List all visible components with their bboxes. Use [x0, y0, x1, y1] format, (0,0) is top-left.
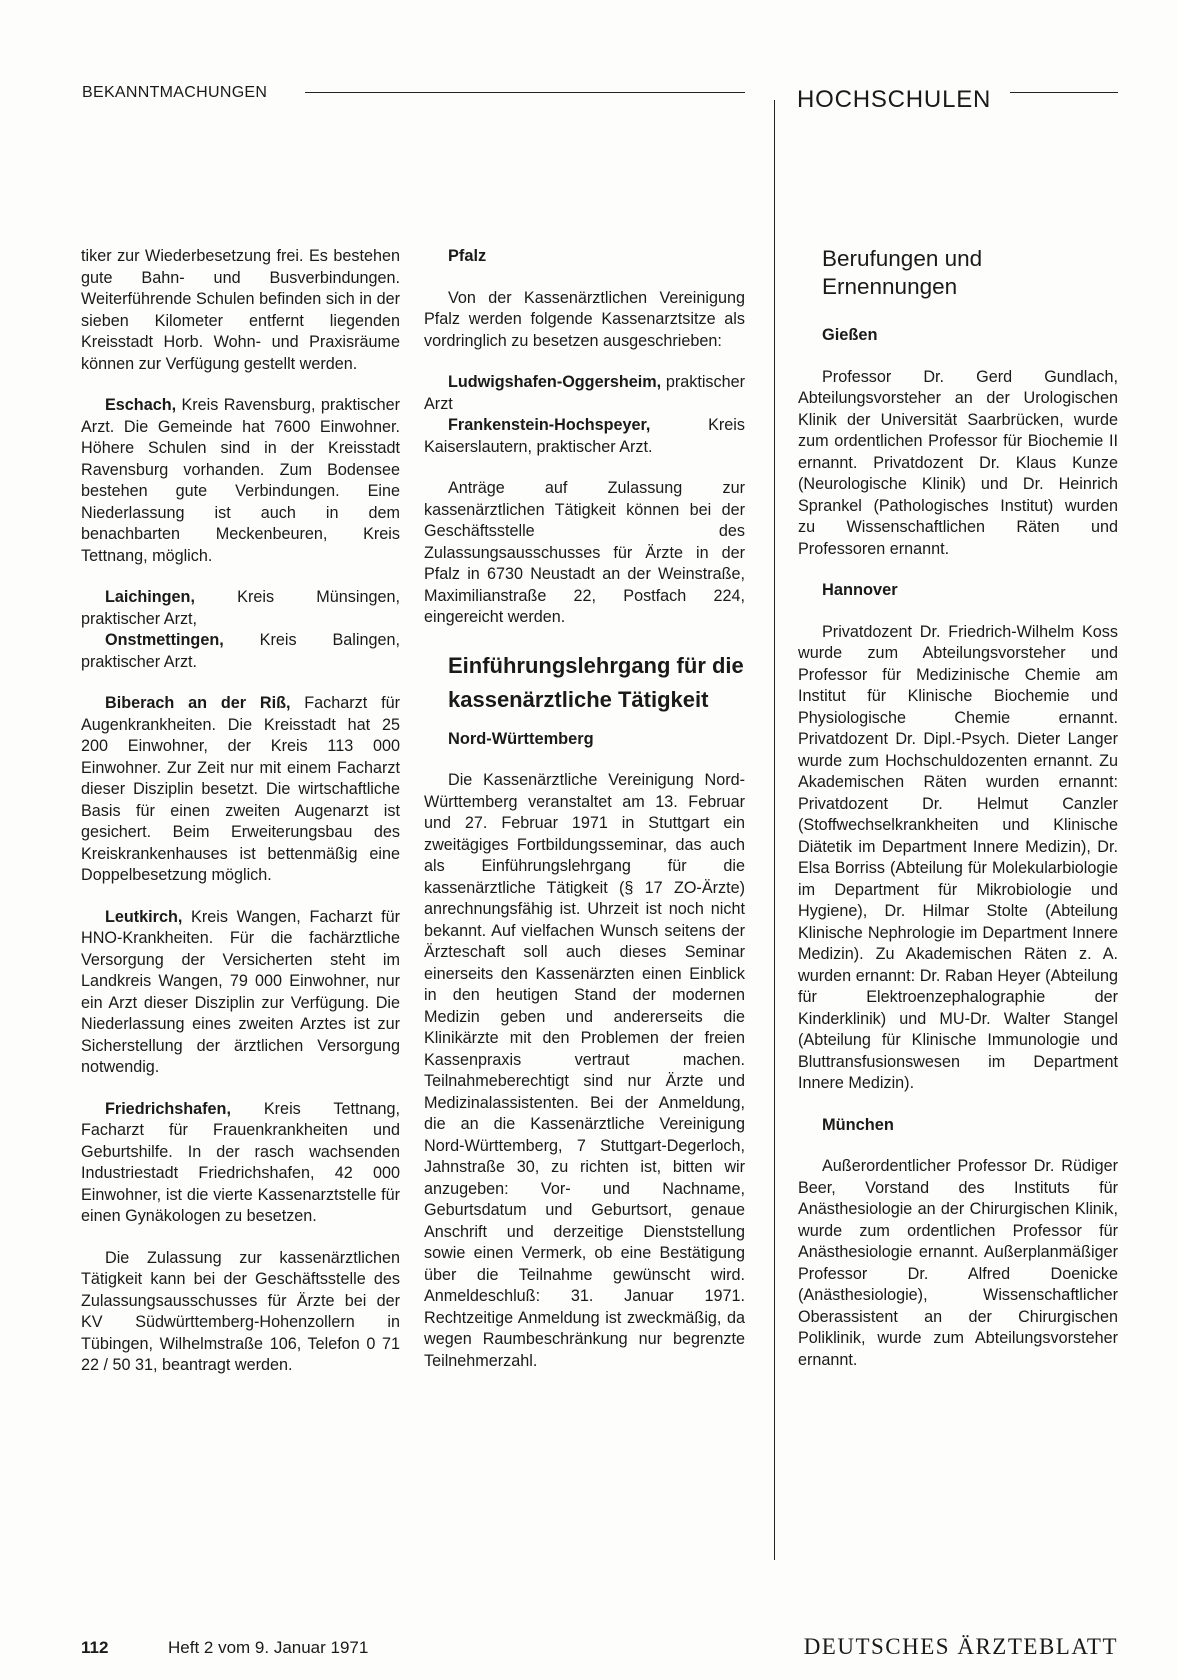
entry-text: Kreis Kaiserslautern, praktischer Arzt. — [424, 416, 745, 456]
entry-laichingen — [81, 587, 400, 630]
entry-text: Kreis Balingen, praktischer Arzt. — [81, 631, 400, 671]
giessen-paragraph: Professor Dr. Gerd Gundlach, Abteilungsvorsteher an der Urologischen Klinik der Universität Saarbrücken, wurde zum ordentlichen Professor für Biochemie II ernannt. Privatdozent Dr. Klaus Kunze (Neurologische Klinik) und Dr. Heinrich Sprankel (Pathologisches Institut) wurden zu Wissenschaftlichen Räten und Professoren ernannt. — [798, 367, 1118, 558]
section-header-right: HOCHSCHULEN — [797, 86, 992, 113]
entry-text: Facharzt für Augenkrankheiten. Die Kreisstadt hat 25 200 Einwohner, der Kreis 113 000 Einwohner. Zur Zeit nur mit einem Facharzt dieser Disziplin besetzt. Die wirtschaftliche Basis für einen zweiten Augenarzt ist gesichert. Beim Erweiterungsbau des Kreiskrankenhauses ist bettenmäßig eine Doppelbesetzung möglich. — [81, 694, 400, 884]
column-2 — [424, 246, 745, 1392]
entry-onstmettingen — [81, 630, 400, 673]
muenchen-paragraph: Außerordentlicher Professor Dr. Rüdiger Beer, Vorstand des Instituts für Anästhesiologie an der Chirurgischen Klinik, wurde zum ordentlichen Professor für Anästhesiologie ernannt. Außerplanmäßiger Professor Dr. Alfred Doenicke (Anästhesiologie), Wissenschaftlicher Oberassistent an der Chirurgischen Poliklinik, wurde zum Abteilungsvorsteher ernannt. — [798, 1157, 1118, 1369]
entry-place-name: Frankenstein-Hochspeyer, — [448, 416, 651, 434]
entry-biberach — [81, 693, 400, 887]
column-3 — [798, 245, 1118, 1391]
section-title: Berufungen und Ernennungen — [822, 246, 983, 299]
hannover-heading: Hannover — [822, 581, 898, 599]
lehrgang-heading: Einführungslehrgang für die kassenärztliche Tätigkeit — [448, 652, 744, 712]
antraege-paragraph: Anträge auf Zulassung zur kassenärztlichen Tätigkeit können bei der Geschäftsstelle des Zulassungsausschusses für Ärzte in der Pfalz in 6730 Neustadt an der Weinstraße, Maximilianstraße 22, Postfach 224, eingereicht werden. — [424, 479, 745, 626]
entry-text: Kreis Tettnang, Facharzt für Frauenkrankheiten und Geburtshilfe. In der rasch wachsenden Industriestadt Friedrichshafen, 42 000 Einwohner, ist die vierte Kassenarztstelle für einen Gynäkologen zu besetzen. — [81, 1099, 400, 1225]
intro-paragraph: tiker zur Wiederbesetzung frei. Es bestehen gute Bahn- und Busverbindungen. Weiterführende Schulen befinden sich in der sieben Kilometer entfernt liegenden Kreisstadt Horb. Wohn- und Praxisräume können zur Verfügung gestellt werden. — [81, 247, 400, 373]
entry-friedrichshafen — [81, 1099, 400, 1228]
entry-place-name: Biberach an der Riß, — [105, 694, 291, 712]
section-header-left: BEKANNTMACHUNGEN — [82, 84, 268, 101]
entry-place-name: Eschach, — [105, 396, 177, 414]
column-1 — [81, 246, 400, 1397]
muenchen-heading: München — [822, 1115, 894, 1134]
entry-place-name: Friedrichshafen, — [105, 1099, 231, 1118]
entry-leutkirch — [81, 907, 400, 1079]
entry-eschach — [81, 395, 400, 567]
giessen-heading: Gießen — [822, 326, 878, 344]
hannover-paragraph: Privatdozent Dr. Friedrich-Wilhelm Koss wurde zum Abteilungsvorsteher und Professor für Medizinische Chemie am Institut für Klinische Biochemie und Physiologische Chemie ernannt. Privatdozent Dr. Dipl.-Psych. Dieter Langer wurde zum Hochschuldozenten ernannt. Zu Akademischen Räten wurden ernannt: Privatdozent Dr. Helmut Canzler (Stoffwechselkrankheiten und Klinische Diätetik im Department Innere Medizin), Dr. Elsa Borriss (Abteilung für Molekularbiologie im Department für Mikrobiologie und Hygiene), Dr. Hilmar Stolte (Abteilung Klinische Nephrologie im Department Innere Medizin). Zu Akademischen Räten z. A. wurden ernannt: Dr. Raban Heyer (Abteilung für Elektroenzephalographie der Kinderklinik) und MU-Dr. Walter Stangel (Abteilung für Klinische Immunologie und Bluttransfusionswesen im Department Innere Medizin). — [798, 622, 1118, 1092]
nw-heading: Nord-Württemberg — [448, 729, 594, 748]
pfalz-intro: Von der Kassenärztlichen Vereinigung Pfalz werden folgende Kassenarztsitze als vordringlich zu besetzen ausgeschrieben: — [424, 288, 745, 350]
zulassung-paragraph: Die Zulassung zur kassenärztlichen Tätigkeit kann bei der Geschäftsstelle des Zulassungsausschusses für Ärzte bei der KV Südwürttemberg-Hohenzollern in Tübingen, Wilhelmstraße 106, Telefon 0 71 22 / 50 31, beantragt werden. — [81, 1248, 400, 1374]
entry-ludwigshafen — [424, 372, 745, 415]
nw-paragraph: Die Kassenärztliche Vereinigung Nord-Württemberg veranstaltet am 13. Februar und 27. Februar 1971 in Stuttgart ein zweitägiges Fortbildungsseminar, das auch als Einführungslehrgang für die kassenärztliche Tätigkeit (§ 17 ZO-Ärzte) anrechnungsfähig ist. Uhrzeit ist noch nicht bekannt. Auf vielfachen Wunsch seitens der Ärzteschaft soll auch dieses Seminar einerseits den Kassenärzten einen Einblick in den heutigen Stand der modernen Medizin geben und andererseits die Klinikärzte mit den Problemen der freien Kassenpraxis vertraut machen. Teilnahmeberechtigt sind nur Ärzte und Medizinalassistenten. Bei der Anmeldung, die an die Kassenärztliche Vereinigung Nord-Württemberg, 7 Stuttgart-Degerloch, Jahnstraße 30, zu richten ist, bitten wir anzugeben: Vor- und Nachname, Geburtsdatum und Geburtsort, genaue Anschrift und derzeitige Dienststellung sowie einen Vermerk, ob eine Bestätigung über die Teilnahme gewünscht wird. Anmeldeschluß: 31. Januar 1971. Rechtzeitige Anmeldung ist zweckmäßig, da wegen Raumbeschränkung nur begrenzte Teilnehmerzahl. — [424, 771, 745, 1370]
page-number: 112 — [81, 1638, 109, 1657]
entry-text: Kreis Münsingen, praktischer Arzt, — [81, 588, 400, 628]
entry-place-name: Onstmettingen, — [105, 631, 224, 649]
pfalz-heading: Pfalz — [448, 247, 487, 265]
header-rule-left — [305, 92, 745, 93]
header-rule-right — [1010, 92, 1118, 93]
publication-name: DEUTSCHES ÄRZTEBLATT — [803, 1634, 1118, 1659]
entry-text: Kreis Ravensburg, praktischer Arzt. Die Gemeinde hat 7600 Einwohner. Höhere Schulen sind in der Kreisstadt Ravensburg vorhanden. Zum Bodensee bestehen gute Verbindungen. Eine Niederlassung ist auch in dem benachbarten Meckenbeuren, Kreis Tettnang, möglich. — [81, 396, 400, 565]
entry-text: praktischer Arzt — [424, 373, 745, 413]
column-divider — [774, 100, 775, 1560]
entry-frankenstein — [424, 415, 745, 458]
issue-date: Heft 2 vom 9. Januar 1971 — [168, 1638, 369, 1657]
entry-place-name: Laichingen, — [105, 588, 195, 606]
entry-text: Kreis Wangen, Facharzt für HNO-Krankheiten. Für die fachärztliche Versorgung der Versicherten steht im Landkreis Wangen, 79 000 Einwohner, nur ein Arzt dieser Disziplin zur Verfügung. Die Niederlassung eines zweiten Arztes ist zur Sicherstellung der ärztlichen Versorgung notwendig. — [81, 907, 400, 1076]
entry-place-name: Leutkirch, — [105, 907, 183, 926]
entry-place-name: Ludwigshafen-Oggersheim, — [448, 373, 662, 391]
